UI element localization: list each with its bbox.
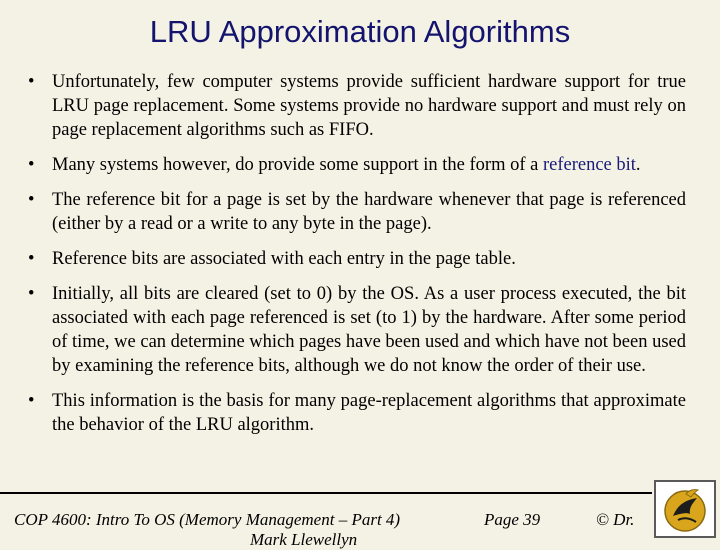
footer-divider (0, 492, 652, 494)
reference-bit-term: reference bit (542, 155, 636, 175)
footer-page-number: Page 39 (484, 510, 541, 529)
bullet-text: Many systems however, do provide some support in the form of a (52, 155, 543, 175)
footer-copyright: © Dr. (596, 510, 635, 529)
bullet-text: Reference bits are associated with each entry in the page table. (52, 249, 516, 269)
bullet-marker: • (28, 249, 35, 269)
pegasus-logo-icon (654, 480, 716, 538)
bullet-marker: • (28, 391, 35, 411)
bullet-text: Initially, all bits are cleared (set to 0) by the OS. As a user process executed, the bit associated with each page referenced is set (to 1) by the hardware. After some period of time, we can determine which pages have been used and which have not been used by examining the reference bits, although we do not know the order of their use. (52, 284, 686, 376)
bullet-marker: • (28, 284, 35, 304)
slide-title: LRU Approximation Algorithms (149, 14, 571, 49)
bullet-item (26, 282, 686, 378)
bullet-item (26, 70, 686, 142)
bullet-list (26, 70, 686, 448)
footer-course: COP 4600: Intro To OS (Memory Management – Part 4) (14, 510, 401, 529)
bullet-text: This information is the basis for many page-replacement algorithms that approximate the behavior of the LRU algorithm. (52, 391, 686, 435)
bullet-marker: • (28, 190, 35, 210)
bullet-item (26, 247, 686, 271)
bullet-text: The reference bit for a page is set by the hardware whenever that page is referenced (either by a read or a write to any byte in the page). (52, 190, 686, 234)
bullet-marker: • (28, 155, 35, 175)
bullet-item (26, 188, 686, 236)
bullet-item (26, 153, 686, 177)
bullet-text: Unfortunately, few computer systems provide sufficient hardware support for true LRU page replacement. Some systems provide no hardware support and must rely on page replacement algorithms such as FIFO. (52, 72, 686, 140)
bullet-text-end: . (635, 155, 641, 175)
footer-author: Mark Llewellyn (250, 530, 358, 549)
bullet-marker: • (28, 72, 35, 92)
bullet-item (26, 389, 686, 437)
